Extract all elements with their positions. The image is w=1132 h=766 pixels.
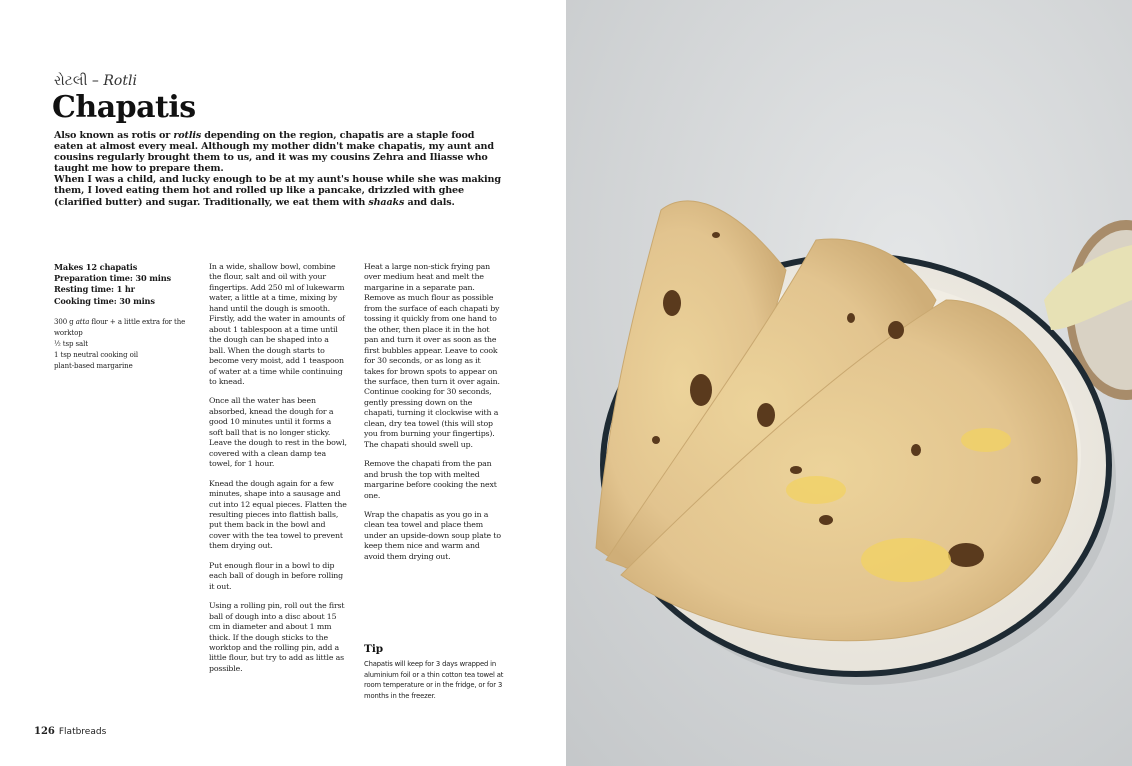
recipe-intro: [54, 130, 504, 208]
method-step: Knead the dough again for a few minutes, shape into a sausage and cut into 12 equal pieces. Flatten the resulting pieces into flattish balls, put them back in the bowl and cover with the tea towel to prevent them drying out.: [209, 478, 347, 551]
section-name: Flatbreads: [58, 727, 107, 737]
method-step: Once all the water has been absorbed, knead the dough for a good 10 minutes until it forms a soft ball that is no longer sticky. Leave the dough to rest in the bowl, covered with a clean damp tea towel, for 1 hour.: [209, 396, 347, 469]
method-column-1: [209, 262, 347, 683]
page-footer: [34, 726, 106, 737]
tip-body: Chapatis will keep for 3 days wrapped in aluminium foil or a thin cotton tea towel at room temperature or in the fridge, or for 3 months in the freezer.: [364, 660, 504, 700]
ingredient-salt: ½ tsp salt: [54, 339, 88, 348]
method-step: Wrap the chapatis as you go in a clean tea towel and place them under an upside-down soup plate to keep them nice and warm and avoid them drying out.: [364, 509, 501, 561]
subtitle-separator: –: [87, 73, 104, 89]
prep-time: Preparation time: 30 mins: [54, 273, 171, 284]
method-step: Remove the chapati from the pan and brush the top with melted margarine before cooking the next one.: [364, 459, 497, 500]
tip-heading: Tip: [364, 643, 384, 655]
transliterated-name: Rotli: [103, 73, 137, 89]
method-step: Using a rolling pin, roll out the first ball of dough into a disc about 15 cm in diameter and about 1 mm thick. If the dough sticks to the worktop and the rolling pin, add a little flour, but try to add as little as possible.: [209, 601, 345, 673]
page-number: 126: [34, 726, 55, 737]
ingredient-list: [54, 317, 200, 372]
ingredient-oil: 1 tsp neutral cooking oil: [54, 350, 138, 359]
recipe-subtitle: [54, 73, 137, 89]
recipe-title: Chapatis: [52, 90, 196, 125]
ingredient-flour: 300 g atta flour + a little extra for the worktop: [54, 317, 186, 337]
gujarati-name: રોટલી: [54, 73, 88, 89]
recipe-info-column: [54, 262, 200, 372]
method-step: In a wide, shallow bowl, combine the flour, salt and oil with your fingertips. Add 250 ml of lukewarm water, a little at a time, mixing by hand until the dough is smooth. Firstly, add the water in amounts of about 1 tablespoon at a time until the dough can be shaped into a ball. When the dough starts to become very moist, add 1 teaspoon of water at a time while continuing to knead.: [209, 262, 345, 386]
method-column-2: [364, 262, 502, 571]
ingredient-margarine: plant-based margarine: [54, 361, 133, 370]
intro-paragraph-2: When I was a child, and lucky enough to be at my aunt's house while she was making them, I loved eating them hot and rolled up like a pancake, drizzled with ghee (clarified butter) and sugar. Traditionally, we eat them with shaaks and dals.: [54, 174, 501, 208]
resting-time: Resting time: 1 hr: [54, 284, 135, 295]
method-step: Put enough flour in a bowl to dip each ball of dough in before rolling it out.: [209, 560, 344, 591]
method-step: Heat a large non-stick frying pan over medium heat and melt the margarine in a separate pan. Remove as much flour as possible from the surface of each chapati by tossing it quickly from one hand to the other, then place it in the hot pan and turn it over as soon as the first bubbles appear. Leave to cook for 30 seconds, or as long as it takes for brown spots to appear on the surface, then turn it over again. Continue cooking for 30 seconds, gently pressing down on the chapati, turning it clockwise with a clean, dry tea towel (this will stop you from burning your fingertips). The chapati should swell up.: [364, 262, 500, 449]
chapatis-on-plate-photo: [566, 0, 1132, 766]
yield: Makes 12 chapatis: [54, 262, 138, 272]
photo-page: [566, 0, 1132, 766]
cooking-time: Cooking time: 30 mins: [54, 295, 155, 306]
intro-paragraph-1: Also known as rotis or rotlis depending on the region, chapatis are a staple food eaten at almost every meal. Although my mother didn't make chapatis, my aunt and cousins regularly brought them to us, and it was my cousins Zehra and Iliasse who taught me how to prepare them.: [54, 130, 494, 175]
